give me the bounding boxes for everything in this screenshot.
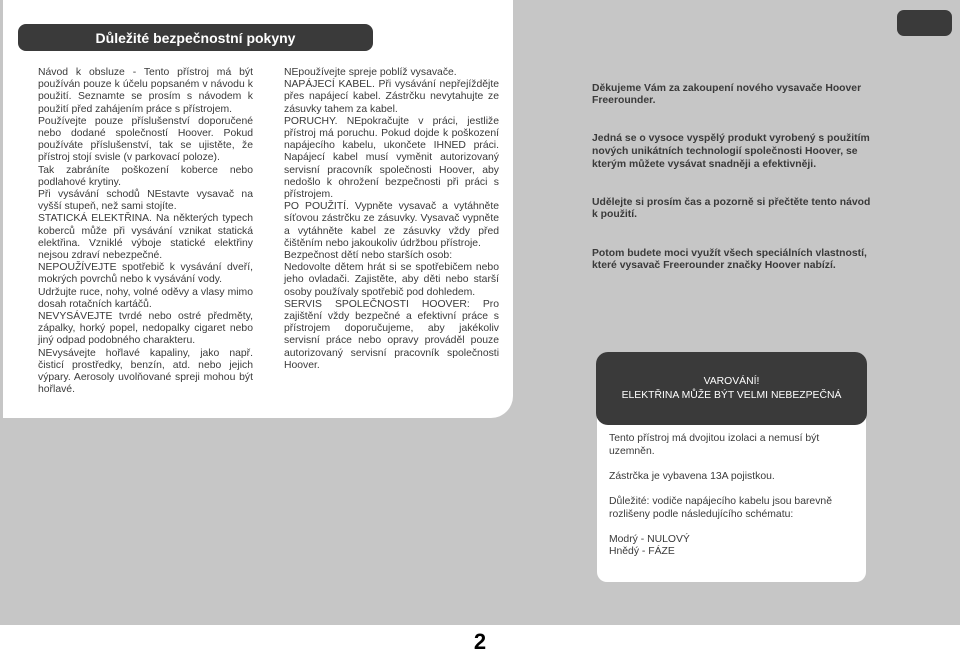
section-header	[18, 24, 373, 51]
section-title: Důležité bezpečnostní pokyny	[95, 29, 296, 46]
info-paragraph: Tento přístroj má dvojitou izolaci a nemusí být uzemněn.	[609, 433, 820, 457]
corner-tab	[897, 10, 952, 36]
info-paragraph: Důležité: vodiče napájecího kabelu jsou barevně rozlišeny podle následujícího schématu:	[609, 495, 832, 520]
warning-message: ELEKTŘINA MŮŽE BÝT VELMI NEBEZPEČNÁ	[621, 389, 842, 401]
intro-paragraph: Udělejte si prosím čas a pozorně si přečtěte tento návod k použití.	[592, 196, 871, 221]
intro-paragraph: Jedná se o vysoce vyspělý produkt vyrobený s použitím nových unikátních technologií společnosti Hoover, se kterým můžete vysávat snadněji a efektivněji.	[592, 133, 870, 170]
intro-paragraph: Potom budete moci využít všech speciálních vlastností, které vysavač Freerounder značky Hoover nabízí.	[592, 247, 867, 272]
warning-box	[596, 352, 867, 425]
page-number: 2	[473, 629, 487, 654]
wire-brown-label: Hnědý - FÁZE	[609, 546, 675, 558]
intro-text-column	[592, 70, 872, 298]
intro-paragraph: Děkujeme Vám za zakoupení nového vysavače Hoover Freerounder.	[592, 82, 862, 107]
info-paragraph: Zástrčka je vybavena 13A pojistkou.	[609, 470, 775, 482]
safety-text-column-1: Návod k obsluze - Tento přístroj má být používán pouze k účelu popsaném v návodu k použití. Seznamte se prosím s návodem k použití před zahájením práce s přístrojem. Používejte pouze příslušenství doporučené nebo dodané společností Hoover. Pokud používáte příslušenství, tak se ujistěte, že přístroj stojí svisle (v parkovací poloze). Tak zabráníte poškození koberce nebo podlahové krytiny. Při vysávání schodů NEstavte vysavač na vyšší stupeň, než sami stojíte. STATICKÁ ELEKTŘINA. Na některých typech koberců může při vysávání vznikat statická elektřina. Vzniklé výboje statické elektřiny nejsou zdraví nebezpečné. NEPOUŽÍVEJTE spotřebič k vysávání dveří, mokrých povrchů nebo k vysávání vody. Udržujte ruce, nohy, volné oděvy a vlasy mimo dosah rotačních kartáčů. NEVYSÁVEJTE tvrdé nebo ostré předměty, zápalky, horký popel, nedopalky cigaret nebo jiný odpad podobného charakteru. NEvysávejte hořlavé kapaliny, jako např. čisticí prostředky, benzín, atd. nebo jejich výpary. Aerosoly uvolňované spreji mohou být hořlavé.	[38, 67, 253, 396]
safety-text-column-2: NEpoužívejte spreje poblíž vysavače. NAPÁJECÍ KABEL. Při vysávání nepřejíždějte přes napájecí kabel. Zástrčku nevytahujte ze zásuvky tahem za kabel. PORUCHY. NEpokračujte v práci, jestliže přístroj má poruchu. Pokud dojde k poškození napájecího kabelu, ukončete IHNED práci. Napájecí kabel musí vyměnit autorizovaný servisní pracovník společnosti Hoover, aby nedošlo k ohrožení bezpečnosti při práci s přístrojem. PO POUŽITÍ. Vypněte vysavač a vytáhněte síťovou zástrčku ze zásuvky. Vysavač vypněte a vytáhněte kabel ze zásuvky vždy před čištěním nebo jakoukoliv údržbou přístroje. Bezpečnost dětí nebo starších osob: Nedovolte dětem hrát si se spotřebičem nebo jeho ovladači. Zajistěte, aby děti nebo starší osoby používaly spotřebič pod dohledem. SERVIS SPOLEČNOSTI HOOVER: Pro zajištění vždy bezpečné a efektivní práce s přístrojem doporučujeme, aby jakékoliv servisní práce nebo opravy prováděl pouze autorizovaný servisní pracovník společnosti Hoover.	[284, 67, 499, 371]
warning-title: VAROVÁNÍ!	[703, 375, 760, 387]
electrical-info-text	[609, 433, 849, 559]
wire-blue-label: Modrý - NULOVÝ	[609, 533, 690, 545]
